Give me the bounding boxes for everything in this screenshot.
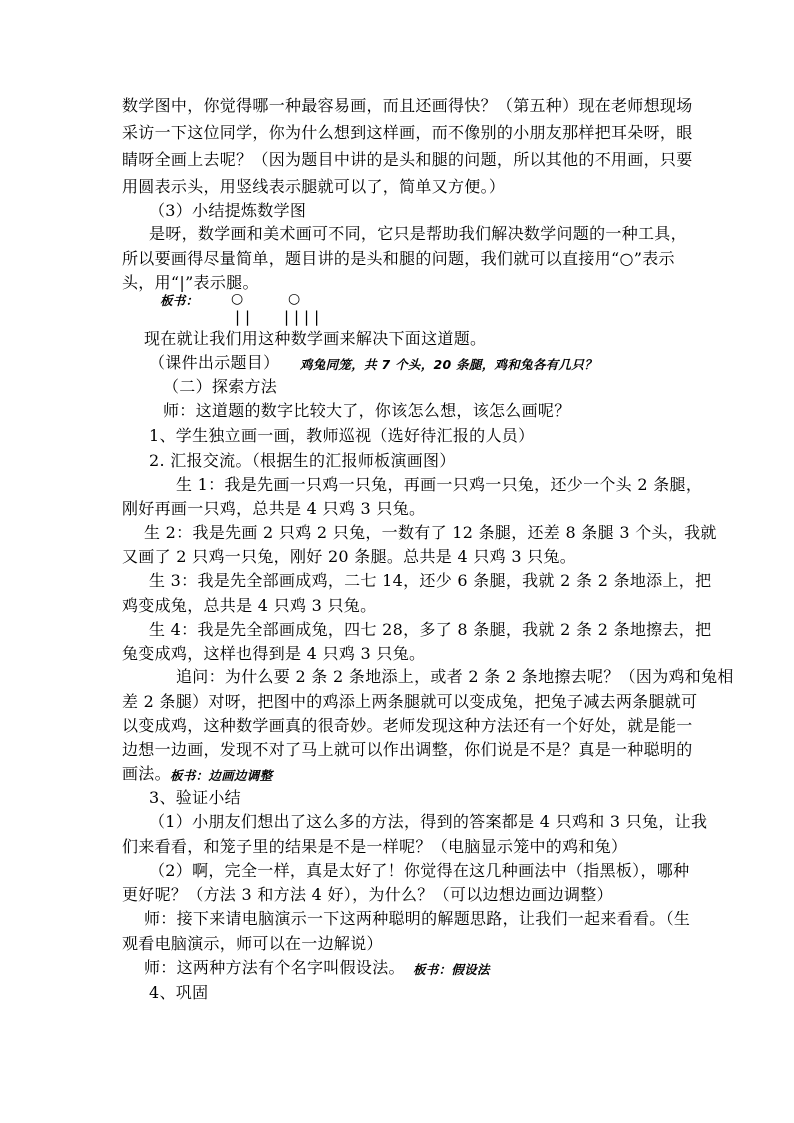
student-answer-line: 生 2：我是先画 2 只鸡 2 只兔，一数有了 12 条腿，还差 8 条腿 3 个头，我就 <box>144 523 717 542</box>
paragraph-line: 师：这两种方法有个名字叫假设法。 <box>144 958 405 977</box>
followup-line: 差 2 条腿）对呀，把图中的鸡添上两条腿就可以变成兔，把兔子减去两条腿就可 <box>122 692 698 711</box>
step-line: 4、巩固 <box>149 983 209 1002</box>
paragraph-line: 观看电脑演示，师可以在一边解说） <box>122 934 383 953</box>
paragraph-line: （2）啊，完全一样，真是太好了！你觉得在这几种画法中（指黑板），哪种 <box>149 861 690 880</box>
followup-line: 以变成鸡，这种数学画真的很奇妙。老师发现这种方法还有一个好处，就是能一 <box>122 716 693 735</box>
leg-ticks-rabbit: |||| <box>282 308 323 326</box>
student-answer-line: 生 1：我是先画一只鸡一只兔，再画一只鸡一只兔，还少一个头 2 条腿， <box>176 475 703 494</box>
problem-text: 鸡兔同笼，共 7 个头，20 条腿，鸡和兔各有几只？ <box>300 357 597 372</box>
student-answer-line: 生 4：我是先全部画成兔，四七 28，多了 8 条腿，我就 2 条 2 条地擦去，把 <box>149 620 712 639</box>
paragraph-line: 现在就让我们用这种数学画来解决下面这道题。 <box>144 329 487 348</box>
paragraph-line: 所以要画得尽量简单，题目讲的是头和腿的问题，我们就可以直接用“○”表示 <box>122 249 675 268</box>
step-line: 1、学生独立画一画，教师巡视（选好待汇报的人员） <box>149 426 535 445</box>
circle-head-symbol: ○ <box>288 291 301 307</box>
section-heading: （3）小结提炼数学图 <box>149 201 307 220</box>
student-answer-line: 又画了 2 只鸡一只兔，刚好 20 条腿。总共是 4 只鸡 3 只兔。 <box>122 547 577 566</box>
student-answer-line: 生 3：我是先全部画成鸡，二七 14，还少 6 条腿，我就 2 条 2 条地添上，把 <box>149 571 712 590</box>
board-note: 板书：边画边调整 <box>170 768 273 783</box>
paragraph-line: 师：这道题的数字比较大了，你该怎么想，该怎么画呢？ <box>163 401 571 420</box>
followup-line: 画法。 <box>122 764 171 783</box>
paragraph-line: （1）小朋友们想出了这么多的方法，得到的答案都是 4 只鸡和 3 只兔，让我 <box>149 812 708 831</box>
paragraph-line: 是呀，数学画和美术画可不同，它只是帮助我们解决数学问题的一种工具， <box>149 224 687 243</box>
step-line: 3、验证小结 <box>149 788 241 807</box>
paragraph-line: 采访一下这位同学，你为什么想到这样画，而不像别的小朋友那样把耳朵呀，眼 <box>122 123 693 142</box>
paragraph-line: 用圆表示头，用竖线表示腿就可以了，简单又方便。） <box>122 177 506 196</box>
paragraph-line: 头，用“|”表示腿。 <box>122 273 259 292</box>
followup-line: 边想一边画，发现不对了马上就可以作出调整，你们说是不是？真是一种聪明的 <box>122 740 693 759</box>
board-label: 板书： <box>160 293 199 308</box>
paragraph-line: 数学图中，你觉得哪一种最容易画，而且还画得快？（第五种）现在老师想现场 <box>122 96 693 115</box>
paragraph-line: 们来看看，和笼子里的结果是不是一样呢？（电脑显示笼中的鸡和兔） <box>122 837 628 856</box>
section-heading: （二）探索方法 <box>163 377 278 396</box>
followup-line: 追问：为什么要 2 条 2 条地添上，或者 2 条 2 条地擦去呢？（因为鸡和兔相 <box>176 667 734 686</box>
student-answer-line: 兔变成鸡，这样也得到是 4 只鸡 3 只兔。 <box>122 644 426 663</box>
paragraph-line: 更好呢？（方法 3 和方法 4 好），为什么？（可以边想边画边调整） <box>122 885 613 904</box>
leg-ticks-chicken: || <box>233 308 254 326</box>
circle-head-symbol: ○ <box>231 291 244 307</box>
step-line: 2. 汇报交流。（根据生的汇报师板演画图） <box>149 451 456 470</box>
student-answer-line: 刚好再画一只鸡，总共是 4 只鸡 3 只兔。 <box>122 499 426 518</box>
paragraph-line: 师：接下来请电脑演示一下这两种聪明的解题思路，让我们一起来看看。（生 <box>144 909 691 928</box>
paragraph-line: 睛呀全画上去呢？（因为题目中讲的是头和腿的问题，所以其他的不用画，只要 <box>122 150 693 169</box>
student-answer-line: 鸡变成兔，总共是 4 只鸡 3 只兔。 <box>122 596 377 615</box>
problem-prefix: （课件出示题目） <box>149 353 280 372</box>
board-note: 板书：假设法 <box>413 962 490 977</box>
